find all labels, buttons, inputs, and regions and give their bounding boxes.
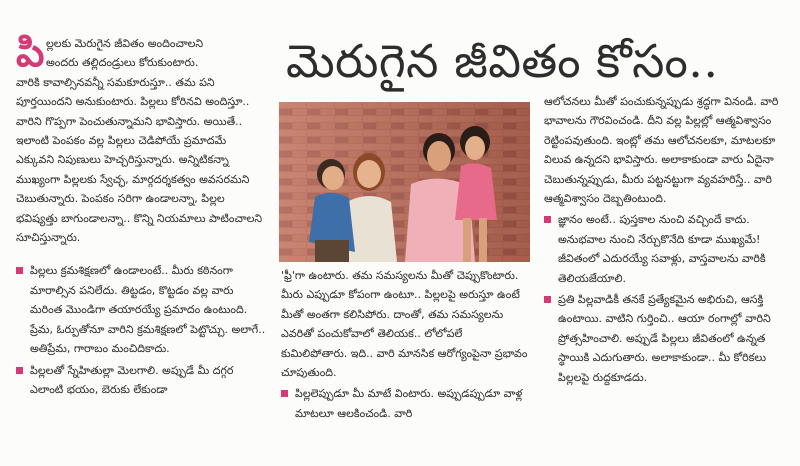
bullet-friendship	[16, 361, 266, 400]
bullet-square-icon	[281, 390, 288, 397]
headline: మెరుగైన జీవితం కోసం..	[286, 34, 719, 88]
bullet-listen	[281, 384, 531, 423]
bullet-interests	[544, 290, 790, 387]
intro-paragraph: వారికి కావాల్సినవన్నీ సమకూరుస్తూ.. తమ పని పూర్తయిందని అనుకుంటారు. పిల్లలు కోరినవి అందిస్తూ.. వారిని గొప్పగా పెంచుతున్నామని భావిస్తారు. అయితే.. ఇలాంటి పెంపకం వల్ల పిల్లలు చెడిపోయే ప్రమాదమే ఎక్కువని నిపుణులు హెచ్చరిస్తున్నారు. అన్నిటికన్నా ముఖ్యంగా పిల్లలకు స్వేచ్ఛ, మార్గదర్శకత్వం అవసరమని చెబుతున్నారు. పెంపకం సరిగా ఉండాలన్నా, పిల్లల భవిష్యత్తు బాగుండాలన్నా.. కొన్ని నియమాలు పాటించాలని సూచిస్తున్నారు.	[16, 75, 263, 245]
family-photo-illustration	[279, 102, 530, 262]
intro-line-1: ల్లలకు మెరుగైన జీవితం అందించాలని	[46, 37, 204, 50]
middle-paragraph: 'ఫ్రీ'గా ఉంటారు. తమ సమస్యలను మీతో చెప్పుకొంటారు. మీరు ఎప్పుడూ కోపంగా ఉంటూ.. పిల్లలపై అరుస్తూ ఉంటే మీతో అంతగా కలిసిపోరు. దాంతో, తమ సమస్యలను ఎవరితో పంచుకోవాలో తెలియక.. లోలోపలే కుమిలిపోతారు. ఇది.. వారి మానసిక ఆరోగ్యంపైనా ప్రభావం చూపుతుంది.	[281, 269, 528, 380]
bullet-discipline-text: పిల్లలు క్రమశిక్షణలో ఉండాలంటే.. మీరు కఠినంగా మారాల్సిన పనిలేదు. తిట్టడం, కొట్టడం వల్ల వారు మరింత మొండిగా తయారయ్యే ప్రమాదం ఉంటుంది. ప్రేమ, ఓర్పుతోనూ వారిని క్రమశిక్షణలో పెట్టొచ్చు. అలాగే.. అతిప్రేమ, గారాబం మంచిదికాదు.	[30, 264, 266, 356]
bullet-square-icon	[16, 367, 23, 374]
column-left	[16, 0, 266, 466]
bullet-interests-text: ప్రతి పిల్లవాడికీ తనకే ప్రత్యేకమైన అభిరుచి, ఆసక్తి ఉంటాయి. వాటిని గుర్తించి.. ఆయా రంగాల్లో వారిని ప్రోత్సహించాలి. అప్పుడే పిల్లలు జీవితంలో ఉన్నత స్థాయికి ఎదుగుతారు. అలాకాకుండా.. మీ కోరికలు పిల్లలపై రుద్దకూడదు.	[558, 293, 771, 384]
column-middle	[281, 262, 531, 466]
bullet-square-icon	[544, 216, 551, 223]
bullet-friendship-text: పిల్లలతో స్నేహితుల్లా మెలగాలి. అప్పుడే మీ దగ్గర ఎలాంటి భయం, బెరుకు లేకుండా	[30, 363, 234, 396]
bullet-square-icon	[544, 296, 551, 303]
bullet-knowledge	[544, 210, 790, 288]
family-photo	[279, 102, 530, 262]
intro-line-2: అందరు తల్లిదండ్రులు కోరుకుంటారు.	[46, 56, 199, 70]
drop-cap: పి	[16, 30, 45, 76]
bullet-knowledge-text: జ్ఞానం అంటే.. పుస్తకాల నుంచి వచ్చిందే కాదు. అనుభవాల నుంచి నేర్చుకొనేది కూడా ముఖ్యమే! జీవితంలో ఎదురయ్యే సవాళ్లు, వాస్తవాలను వారికి తెలియజేయాలి.	[558, 213, 766, 285]
bullet-listen-text: పిల్లలెప్పుడూ మీ మాటే వింటారు. అప్పుడప్పుడూ వాళ్ల మాటలూ ఆలకించండి. వారి	[295, 387, 523, 420]
bullet-discipline	[16, 261, 266, 358]
bullet-square-icon	[16, 267, 23, 274]
column-right	[544, 92, 790, 466]
right-paragraph: ఆలోచనలు మీతో పంచుకున్నప్పుడు శ్రద్ధగా వినండి. వారి భావాలను గౌరవించండి. దీని వల్ల పిల్లల్లో ఆత్మవిశ్వాసం రెట్టింపవుతుంది. ఇంట్లో తమ ఆలోచనలకూ, మాటలకూ విలువ ఉన్నదని భావిస్తారు. అలాకాకుండా వారు ఏదైనా చెబుతున్నప్పుడు, మీరు పట్టనట్టుగా వ్యవహరిస్తే.. వారి ఆత్మవిశ్వాసం దెబ్బతింటుంది.	[544, 95, 779, 206]
